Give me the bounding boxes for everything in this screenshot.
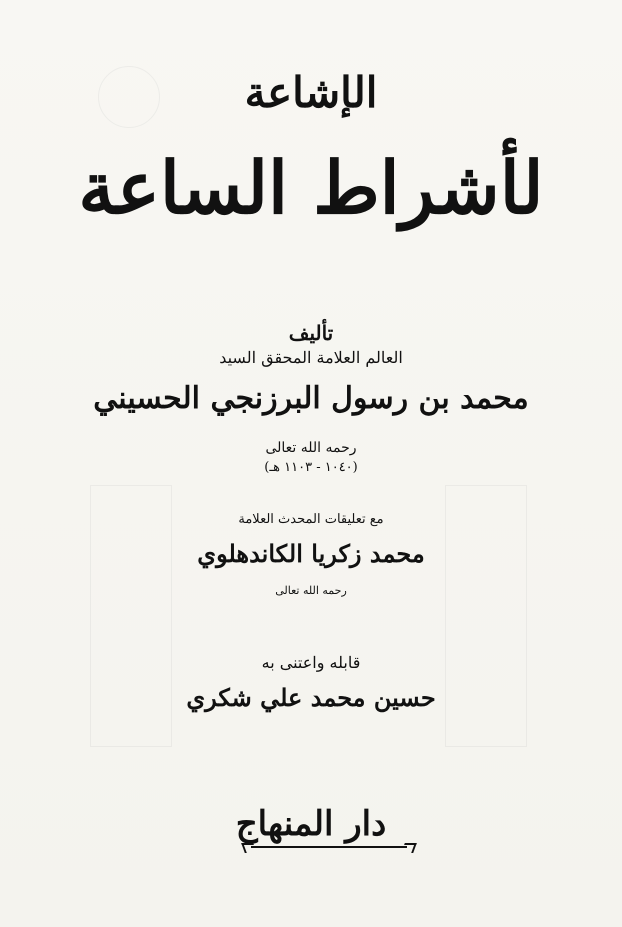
author-mercy-text: رحمه الله تعالى [265,440,357,456]
commentary-mercy-text: رحمه الله تعالى [275,584,347,597]
author-name: محمد بن رسول البرزنجي الحسيني [93,381,529,416]
commentary-name: محمد زكريا الكاندهلوي [197,539,425,568]
top-title: الإشاعة [244,68,378,117]
publisher-underline [251,846,407,848]
commentary-label: مع تعليقات المحدث العلامة [238,512,384,527]
editor-name: حسين محمد علي شكري [186,683,436,712]
author-label: تأليف [288,321,334,345]
main-title: لأشراط الساعة [78,145,544,230]
publisher-name: دار المنهاج [235,804,387,844]
author-dates: (١٠٤٠ - ١١٠٣ هـ) [264,460,358,475]
editor-label: قابله واعتنى به [261,653,361,672]
author-description: العالم العلامة المحقق السيد [219,348,403,367]
